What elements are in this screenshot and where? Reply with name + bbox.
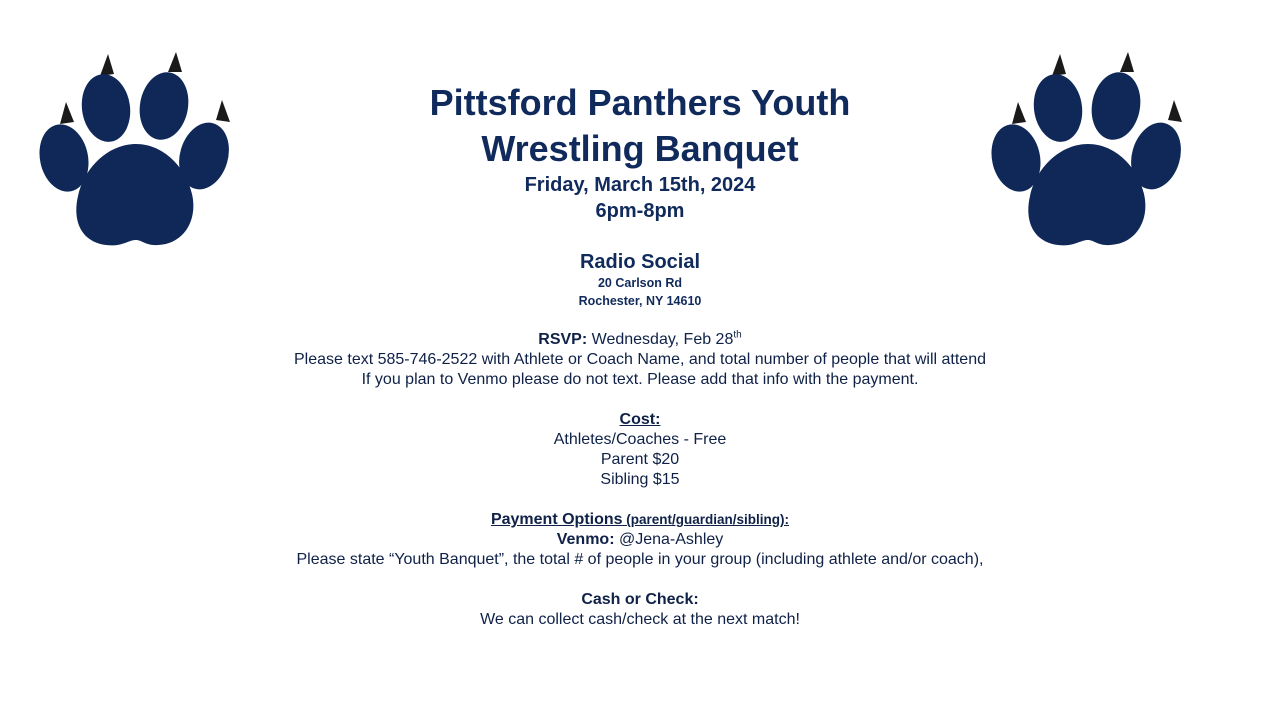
venmo-handle: @Jena-Ashley xyxy=(614,531,724,548)
rsvp-date-suffix: th xyxy=(733,329,742,341)
payment-heading: Payment Options xyxy=(490,511,623,528)
rsvp-line xyxy=(240,330,1040,350)
event-time: 6pm-8pm xyxy=(595,200,685,222)
rsvp-venmo-note: If you plan to Venmo please do not text. Please add that info with the payment. xyxy=(361,371,919,388)
cost-item: Athletes/Coaches - Free xyxy=(553,431,727,448)
event-date: Friday, March 15th, 2024 xyxy=(524,174,756,196)
cost-item: Sibling $15 xyxy=(600,471,680,488)
event-title-line1: Pittsford Panthers Youth xyxy=(429,82,851,123)
cash-heading: Cash or Check: xyxy=(581,591,699,608)
paw-print-icon xyxy=(36,50,236,250)
rsvp-date: Wednesday, Feb 28 xyxy=(587,331,734,348)
venue-street: 20 Carlson Rd xyxy=(597,276,683,290)
cash-note: We can collect cash/check at the next match! xyxy=(480,611,800,628)
venmo-line xyxy=(240,530,1040,550)
venue-city: Rochester, NY 14610 xyxy=(578,294,702,308)
flyer-content xyxy=(240,80,1040,630)
rsvp-instruction: Please text 585-746-2522 with Athlete or Coach Name, and total number of people that will attend xyxy=(294,351,986,368)
payment-heading-note: (parent/guardian/sibling): xyxy=(622,512,790,527)
event-title-line2: Wrestling Banquet xyxy=(481,128,799,169)
payment-heading-line xyxy=(240,510,1040,530)
event-title xyxy=(240,80,1040,172)
cost-heading: Cost: xyxy=(619,411,661,428)
venmo-instruction: Please state “Youth Banquet”, the total # of people in your group (including athlete and/or coach), xyxy=(296,551,984,568)
venue-name: Radio Social xyxy=(579,251,701,273)
rsvp-label: RSVP: xyxy=(538,331,588,348)
cost-item: Parent $20 xyxy=(600,451,680,468)
venmo-label: Venmo: xyxy=(556,531,615,548)
